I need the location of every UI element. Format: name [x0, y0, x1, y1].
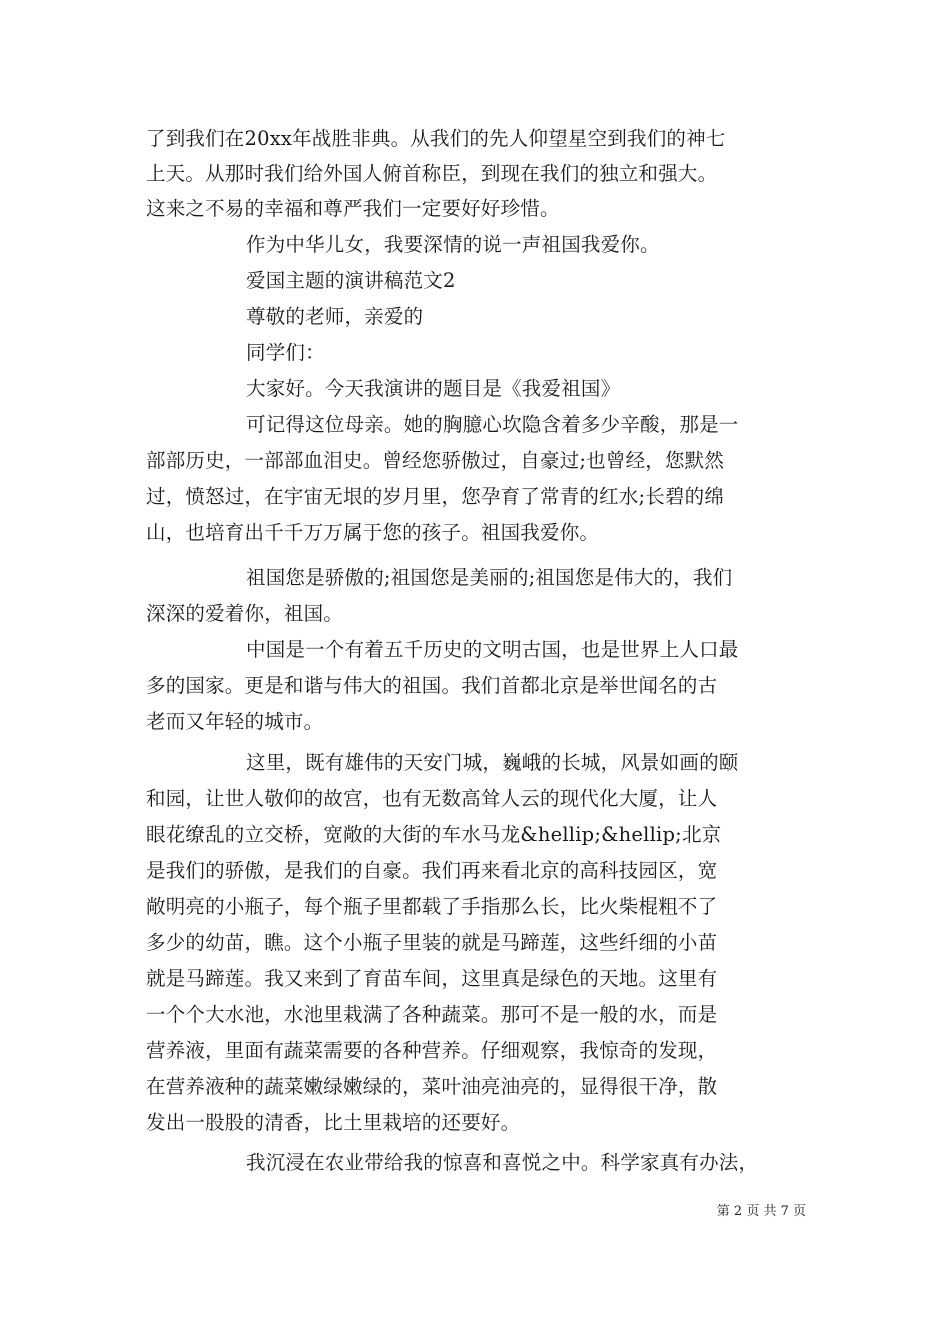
text-line: 眼花缭乱的立交桥，宽敞的大街的车水马龙&hellip;&hellip;北京: [146, 823, 722, 846]
text-line: 一个个大水池，水池里栽满了各种蔬菜。那可不是一般的水，而是: [146, 1003, 718, 1026]
text-line: 发出一股股的清香，比土里栽培的还要好。: [146, 1111, 521, 1134]
text-line: 深深的爱着你，祖国。: [146, 602, 344, 625]
text-line: 多的国家。更是和谐与伟大的祖国。我们首都北京是举世闻名的古: [146, 674, 718, 697]
page-number-footer: 第 2 页 共 7 页: [716, 1204, 806, 1219]
text-line: 可记得这位母亲。她的胸臆心坎隐含着多少辛酸，那是一: [246, 413, 739, 436]
text-line: 这来之不易的幸福和尊严我们一定要好好珍惜。: [146, 197, 560, 220]
text-line: 是我们的骄傲，是我们的自豪。我们再来看北京的高科技园区，宽: [146, 859, 718, 882]
section-title: 爱国主题的演讲稿范文2: [246, 269, 456, 292]
text-line: 营养液，里面有蔬菜需要的各种营养。仔细观察，我惊奇的发现，: [146, 1039, 718, 1062]
text-line: 尊敬的老师，亲爱的: [246, 305, 424, 328]
text-line: 就是马蹄莲。我又来到了育苗车间，这里真是绿色的天地。这里有: [146, 967, 718, 990]
text-line: 这里，既有雄伟的天安门城，巍峨的长城，风景如画的颐: [246, 751, 739, 774]
text-line: 和园，让世人敬仰的故宫，也有无数高耸人云的现代化大厦，让人: [146, 787, 718, 810]
text-line: 在营养液种的蔬菜嫩绿嫩绿的，菜叶油亮油亮的，显得很干净，散: [146, 1075, 718, 1098]
text-line: 老而又年轻的城市。: [146, 710, 324, 733]
text-line: 过，愤怒过，在宇宙无垠的岁月里，您孕育了常青的红水;长碧的绵: [146, 485, 725, 508]
text-line: 敞明亮的小瓶子，每个瓶子里都载了手指那么长，比火柴棍粗不了: [146, 895, 718, 918]
text-line: 大家好。今天我演讲的题目是《我爱祖国》: [246, 377, 621, 400]
text-line: 作为中华儿女，我要深情的说一声祖国我爱你。: [246, 233, 660, 256]
text-line: 同学们：: [246, 341, 325, 364]
text-line: 祖国您是骄傲的;祖国您是美丽的;祖国您是伟大的，我们: [246, 566, 733, 589]
text-line: 了到我们在20xx年战胜非典。从我们的先人仰望星空到我们的神七: [146, 127, 726, 150]
text-line: 中国是一个有着五千历史的文明古国，也是世界上人口最: [246, 638, 739, 661]
text-line: 我沉浸在农业带给我的惊喜和喜悦之中。科学家真有办法，: [246, 1151, 759, 1174]
text-line: 多少的幼苗，瞧。这个小瓶子里装的就是马蹄莲，这些纤细的小苗: [146, 931, 718, 954]
text-line: 上天。从那时我们给外国人俯首称臣，到现在我们的独立和强大。: [146, 162, 718, 185]
text-line: 部部历史，一部部血泪史。曾经您骄傲过，自豪过;也曾经，您默然: [146, 449, 725, 472]
text-line: 山，也培育出千千万万属于您的孩子。祖国我爱你。: [146, 521, 600, 544]
